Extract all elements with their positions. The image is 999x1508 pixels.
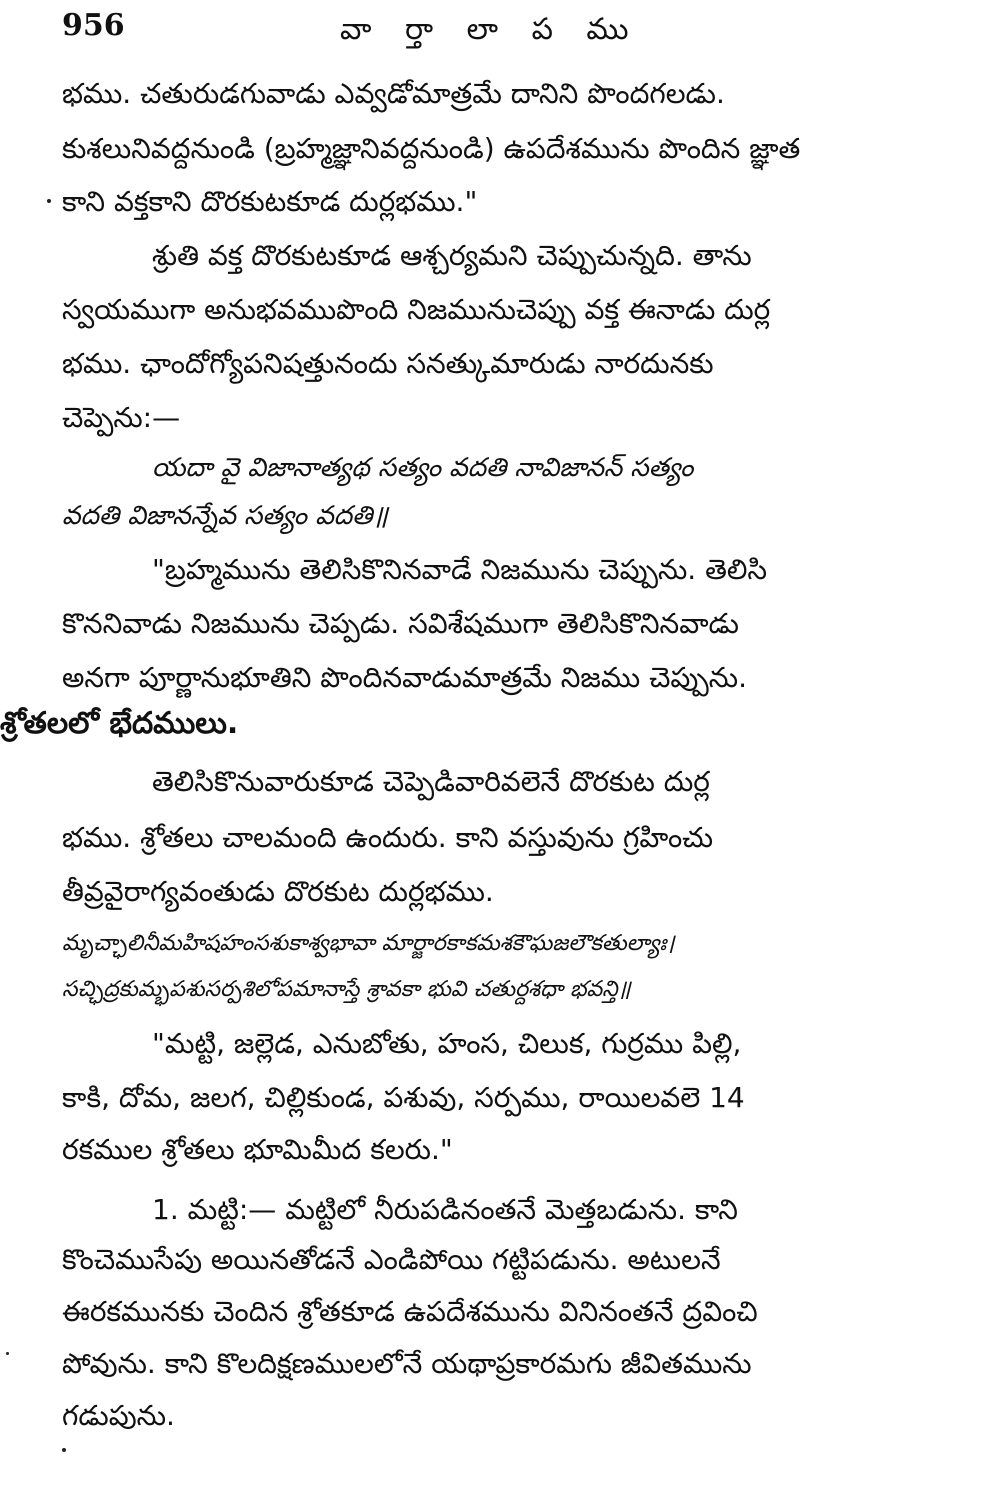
body-line: "బ్రహ్మమును తెలిసికొనినవాడే నిజమును చెప్పును. తెలిసి [152, 553, 768, 586]
body-line: స్వయముగా అనుభవముపొంది నిజమునుచెప్పు వక్త ఈనాడు దుర్ల [62, 293, 771, 326]
body-line: చెప్పెను:— [62, 401, 181, 434]
body-line: శ్రుతి వక్త దొరకుటకూడ ఆశ్చర్యమని చెప్పుచున్నది. తాను [152, 239, 752, 272]
page-number: 956 [62, 8, 125, 43]
body-line: తెలిసికొనువారుకూడ చెప్పెడివారివలెనే దొరకుట దుర్ల [152, 765, 710, 798]
body-line: ఈరకమునకు చెందిన శ్రోతకూడ ఉపదేశమును వినినంతనే ద్రవించి [62, 1295, 758, 1328]
body-line: 1. మట్టి:— మట్టిలో నీరుపడినంతనే మెత్తబడును. కాని [152, 1193, 738, 1226]
body-line: కొననివాడు నిజమును చెప్పడు. సవిశేషముగా తెలిసికొనినవాడు [62, 607, 739, 640]
section-heading: శ్రోతలలో భేదములు. [0, 706, 239, 741]
body-line: భము. శ్రోతలు చాలమంది ఉందురు. కాని వస్తువును గ్రహించు [62, 821, 714, 854]
body-line: గడుపును. [62, 1399, 175, 1432]
body-line: పోవును. కాని కొలదిక్షణములలోనే యథాప్రకారమగు జీవితమును [62, 1347, 752, 1380]
body-line: రకముల శ్రోతలు భూమిమీద కలరు." [62, 1133, 453, 1166]
body-line: కాకి, దోమ, జలగ, చిల్లికుండ, పశువు, సర్పము, రాయిలవలె 14 [62, 1081, 745, 1114]
running-title: వా ర్తా లా ప ము [340, 12, 641, 47]
verse-line: సచ్ఛిద్రకుమ్భపశుసర్పశిలోపమానాస్తే శ్రావకా భువి చతుర్దశధా భవన్తి॥ [62, 977, 631, 1002]
scan-speck [62, 1448, 66, 1452]
body-line: భము. చతురుడగువాడు ఎవ్వడోమాత్రమే దానిని పొందగలడు. [62, 77, 725, 110]
scan-speck [6, 1352, 9, 1355]
body-line: అనగా పూర్ణానుభూతిని పొందినవాడుమాత్రమే నిజము చెప్పును. [62, 661, 747, 694]
body-line: కొంచెముసేపు అయినతోడనే ఎండిపోయి గట్టిపడును. అటులనే [62, 1243, 721, 1276]
body-line: తీవ్రవైరాగ్యవంతుడు దొరకుట దుర్లభము. [62, 875, 494, 908]
body-line: కాని వక్తకాని దొరకుటకూడ దుర్లభము." [62, 185, 478, 218]
verse-line: వదతి విజానన్నేవ సత్యం వదతి॥ [62, 501, 388, 531]
body-line: భము. ఛాందోగ్యోపనిషత్తునందు సనత్కుమారుడు నారదునకు [62, 347, 714, 380]
verse-line: యదా వై విజానాత్యథ సత్యం వదతి నావిజానన్ సత్యం [152, 453, 694, 483]
body-line: "మట్టి, జల్లెడ, ఎనుబోతు, హంస, చిలుక, గుర్రము పిల్లి, [152, 1027, 742, 1060]
scan-speck [47, 199, 51, 203]
body-line: కుశలునివద్దనుండి (బ్రహ్మజ్ఞానివద్దనుండి) ఉపదేశమును పొందిన జ్ఞాత [62, 132, 801, 165]
verse-line: మృచ్ఛాలినీమహిషహంసశుకాశ్వభావా మార్జారకాకమశకౌఘజలౌకతుల్యాః। [62, 931, 675, 956]
